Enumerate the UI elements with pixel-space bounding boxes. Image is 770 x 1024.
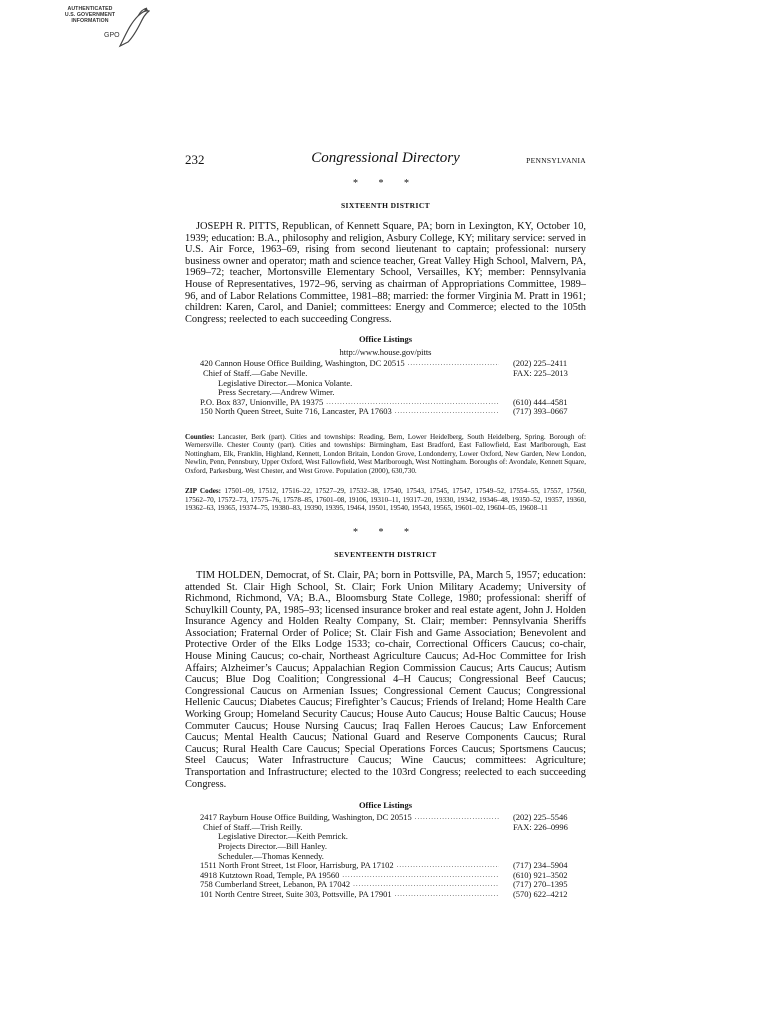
gpo-authentication-seal	[60, 6, 155, 48]
dot-leader	[397, 861, 499, 871]
dot-leader	[408, 359, 499, 369]
office-phone: (202) 225–2411	[512, 358, 568, 369]
office-address: 2417 Rayburn House Office Building, Washington, DC 20515	[200, 813, 412, 823]
staff-entry: Scheduler.—Thomas Kennedy.	[218, 850, 324, 861]
page-content	[185, 150, 586, 900]
office-listings-heading: Office Listings	[358, 334, 413, 345]
dot-leader	[415, 813, 499, 823]
staff-entry: Chief of Staff.—Trish Reilly.	[203, 822, 303, 832]
staff-entry: Projects Director.—Bill Hanley.	[218, 840, 327, 851]
staff-entry: Legislative Director.—Keith Pemrick.	[218, 831, 348, 842]
district-heading: SIXTEENTH DISTRICT	[340, 201, 431, 210]
seal-caption	[60, 6, 120, 24]
member-website-link[interactable]: http://www.house.gov/pitts	[339, 347, 432, 358]
office-listings	[185, 813, 586, 899]
office-phone: (717) 234–5904	[512, 860, 568, 871]
page-number: 232	[185, 152, 205, 167]
running-title: Congressional Directory	[311, 150, 460, 166]
office-listings-heading: Office Listings	[358, 800, 413, 811]
seal-gpo-label: GPO	[104, 32, 120, 39]
seal-line: AUTHENTICATED	[67, 6, 113, 12]
state-label: PENNSYLVANIA	[526, 156, 586, 165]
office-listings	[185, 359, 586, 417]
zip-codes-label: ZIP Codes:	[185, 487, 222, 496]
office-phone: (610) 444–4581	[512, 396, 568, 407]
zip-codes-text: 17501–09, 17512, 17516–22, 17527–29, 17532–38, 17540, 17543, 17545, 17547, 17549–52, 17554–55, 17557, 17560, 17562–70, 17572–73, 17575–76, 17578–85, 17601–08, 19106, 19310–11, 19317–20, 19330, 19342, 19346–48, 19350–52, 19357, 19360, 19362–63, 19365, 19374–75, 19380–83, 19390, 19395, 19464, 19501, 19540, 19543, 19565, 19601–02, 19604–05, 19608–11	[185, 487, 587, 513]
staff-entry: Legislative Director.—Monica Volante.	[218, 377, 353, 388]
district-heading: SEVENTEENTH DISTRICT	[334, 549, 437, 559]
zip-codes-paragraph	[185, 487, 586, 513]
office-phone: (202) 225–5546	[512, 812, 568, 823]
page-header	[185, 150, 586, 170]
office-fax: FAX: 226–0996	[512, 821, 568, 832]
seal-line: U.S. GOVERNMENT	[64, 12, 116, 18]
eagle-icon	[116, 6, 150, 48]
office-phone: (717) 393–0667	[512, 406, 568, 417]
office-address: 758 Cumberland Street, Lebanon, PA 17042	[200, 880, 351, 890]
office-row	[200, 407, 586, 417]
staff-entry: Press Secretary.—Andrew Wimer.	[218, 387, 335, 398]
counties-label: Counties:	[185, 432, 215, 441]
seal-line: INFORMATION	[71, 18, 109, 24]
dot-leader	[395, 407, 499, 417]
section-separator: * * *	[353, 178, 418, 189]
office-address: 1511 North Front Street, 1st Floor, Harrisburg, PA 17102	[200, 861, 394, 871]
dot-leader	[353, 880, 499, 890]
staff-entry: Chief of Staff.—Gabe Neville.	[203, 368, 308, 378]
office-phone: (717) 270–1395	[512, 879, 568, 890]
dot-leader	[395, 890, 499, 900]
office-address: 150 North Queen Street, Suite 716, Lancaster, PA 17603	[200, 407, 392, 417]
office-phone: (570) 622–4212	[512, 888, 568, 899]
counties-paragraph	[185, 433, 586, 476]
dot-leader	[326, 398, 499, 408]
office-address: 4918 Kutztown Road, Temple, PA 19560	[200, 870, 340, 880]
dot-leader	[342, 871, 499, 881]
member-bio: JOSEPH R. PITTS, Republican, of Kennett Square, PA; born in Lexington, KY, October 10, 1939; education: B.A., philosophy and religion, Asbury College, KY; military service: served in U.S. Air Force, 1963–69, rising from second lieutenant to captain; professional: nursery business owner and operator; math and science teacher, Great Valley High School, Malvern, PA, 1969–72; teacher, Mortonsville Elementary School, Versailles, KY; member: Pennsylvania House of Representatives, 1972–96, serving as chairman of Appropriations Committee, 1989–96, and of Labor Relations Committee, 1981–88; married: the former Virginia M. Pratt in 1961; children: Karen, Carol, and Daniel; committees: Energy and Commerce; elected to the 105th Congress; reelected to each succeeding Congress.	[185, 221, 586, 325]
office-address: P.O. Box 837, Unionville, PA 19375	[200, 397, 324, 407]
office-phone: (610) 921–3502	[512, 869, 568, 880]
member-bio: TIM HOLDEN, Democrat, of St. Clair, PA; born in Pottsville, PA, March 5, 1957; education: attended St. Clair High School, St. Clair; Fork Union Military Academy; University of Richmond, Richmond, VA; B.A., Bloomsburg State College, 1980; professional: sheriff of Schuylkill County, PA, 1985–93; licensed insurance broker and real estate agent, John J. Holden Insurance Agency and Holden Realty Company, St. Clair; member: Pennsylvania Sheriffs Association; Fraternal Order of Police; St. Clair Fish and Game Association; Benevolent and Protective Order of the Elks Lodge 1533; co-chair, Correctional Officers Caucus; co-chair, House Mining Caucus; co-chair, Northeast Agriculture Caucus; Ad-Hoc Committee for Irish Affairs; Alzheimer’s Caucus; Appalachian Region Commission Caucus; Arts Caucus; Autism Caucus; Blue Dog Coalition; Congressional 4–H Caucus; Congressional Beef Caucus; Congressional Caucus on Armenian Issues; Congressional Cement Caucus; Congressional Hellenic Caucus; Diabetes Caucus; Firefighter’s Caucus; Friends of Ireland; Home Health Care Working Group; Homeland Security Caucus; House Auto Caucus; House Baltic Caucus; House Commuter Caucus; House Nursing Caucus; Iraq Fallen Heroes Caucus; Law Enforcement Caucus; Mental Health Caucus; National Guard and Reserve Components Caucus; Rural Caucus; Rural Health Care Caucus; Special Operations Forces Caucus; Sportsmens Caucus; Steel Caucus; Water Infrastructure Caucus; Wine Caucus; committees: Agriculture; Transportation and Infrastructure; elected to the 103rd Congress; reelected to each succeeding Congress.	[185, 569, 586, 790]
section-separator: * * *	[353, 526, 418, 538]
counties-text: Lancaster, Berk (part). Cities and townships: Reading, Bern, Lower Heidelberg, South Heidelberg, Spring. Borough of: Wernersville. Chester County (part). Cities and townships: Birmingham, East Bradford, East Fallowfield, East Marlborough, East Nottingham, Elk, Franklin, Highland, Kennett, London Britain, London Grove, Londonderry, Lower Oxford, New Garden, New London, Newlin, Penn, Pennsbury, Upper Oxford, West Fallowfield, West Marlborough, West Nottingham. Boroughs of: Avondale, Kennett Square, Oxford, Parkesburg, West Chester, and West Grove. Population (2000), 630,730.	[185, 432, 586, 475]
office-row	[200, 890, 586, 900]
office-address: 101 North Centre Street, Suite 303, Pottsville, PA 17901	[200, 889, 392, 899]
office-address: 420 Cannon House Office Building, Washington, DC 20515	[200, 359, 405, 369]
office-fax: FAX: 225–2013	[512, 367, 568, 378]
